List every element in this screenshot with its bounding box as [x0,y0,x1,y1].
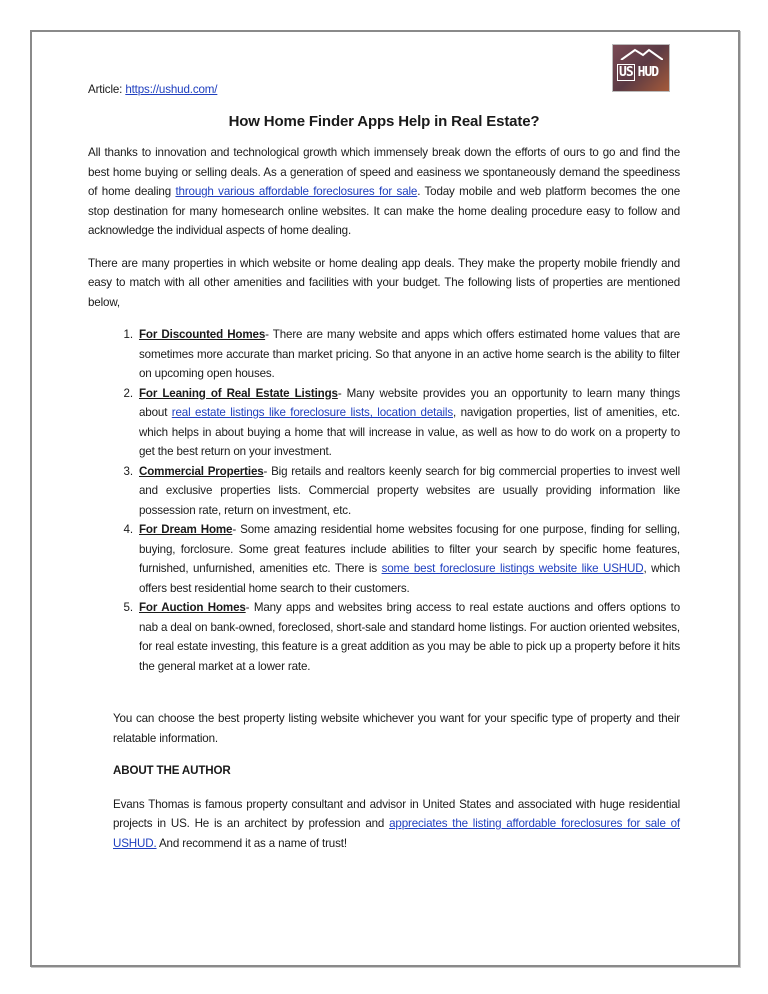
list-item [136,384,680,462]
text: - Big retails and realtors keenly search for big commercial properties to invest well and exclusive properties lists. Commercial property websites are usually providing information like possession rate, return on investment, etc. [139,464,680,517]
closing-paragraph: You can choose the best property listing website whichever you want for your specific type of property and their relatable information. [113,712,680,745]
article-label: Article: [88,83,126,96]
article-source [88,80,680,100]
ushud-listings-link[interactable]: some best foreclosure listings website like USHUD [381,562,644,575]
properties-paragraph: There are many properties in which website or home dealing app deals. They make the property mobile friendly and easy to match with all other amenities and facilities with your budget. The following lists of properties are mentioned below, [88,256,680,309]
text: And recommend it as a name of trust! [156,836,347,850]
list-item-heading: For Leaning of Real Estate Listings [139,386,338,400]
text: - There are many website and apps which offers estimated home values that are sometimes more accurate than market pricing. So that anyone in an active home search is the ability to filter on upcoming open houses. [139,328,680,380]
text: All thanks to innovation and technological growth which immensely break down the efforts of ours to go and find the best home buying or selling deals. As a generation of speed and easiness we spontaneously demand the speediness of home dealing [88,146,680,198]
text: , which offers best residential home search to their customers. [139,562,680,595]
list-item [136,520,680,598]
list-item [136,325,680,384]
document-body [88,80,680,866]
author-paragraph [113,795,680,854]
text: - Many website provides you an opportunity to learn many things about [139,386,681,419]
listings-link[interactable]: real estate listings like foreclosure lists, location details [171,406,454,419]
ushud-foreclosures-link[interactable]: appreciates the listing affordable foreclosures for sale of USHUD. [113,817,680,850]
article-link[interactable]: https://ushud.com/ [125,83,218,96]
page-title: How Home Finder Apps Help in Real Estate? [228,112,540,130]
about-author-heading: ABOUT THE AUTHOR [113,764,231,777]
text: - Some amazing residential home websites focusing for one purpose, finding for selling, buying, forclosure. Some great features include abilities to filter your search by specific home features, furnished, unfurnished, amenities etc. There is [139,523,681,575]
ushud-logo: US HUD [612,44,670,92]
list-item-heading: Commercial Properties [139,464,264,478]
list-item-heading: For Auction Homes [139,601,246,614]
foreclosures-link[interactable]: through various affordable foreclosures for sale [175,185,418,198]
properties-list [88,325,680,676]
list-item [136,598,680,676]
list-item [136,462,680,521]
intro-paragraph [88,143,680,241]
text: - Many apps and websites bring access to real estate auctions and offers options to nab a deal on bank-owned, foreclosed, short-sale and standard home listings. For auction oriented websites, for real estate investing, this feature is a great addition as you may be able to pick up a property before it hits the general market at a lower rate. [139,601,680,673]
text: . Today mobile and web platform becomes the one stop destination for many homesearch online websites. It can make the home dealing procedure easy to follow and acknowledge the individual aspects of home dealing. [88,185,681,237]
list-item-heading: For Discounted Homes [139,328,266,341]
text: , navigation properties, list of amenities, etc. which helps in about buying a home that will increase in value, as well as how to do work on a property to get the best return on your investment. [139,406,680,458]
text: Evans Thomas is famous property consultant and advisor in United States and associated with huge residential projects in US. He is an architect by profession and [113,797,680,830]
list-item-heading: For Dream Home [139,523,233,536]
house-roof-icon [619,48,663,60]
